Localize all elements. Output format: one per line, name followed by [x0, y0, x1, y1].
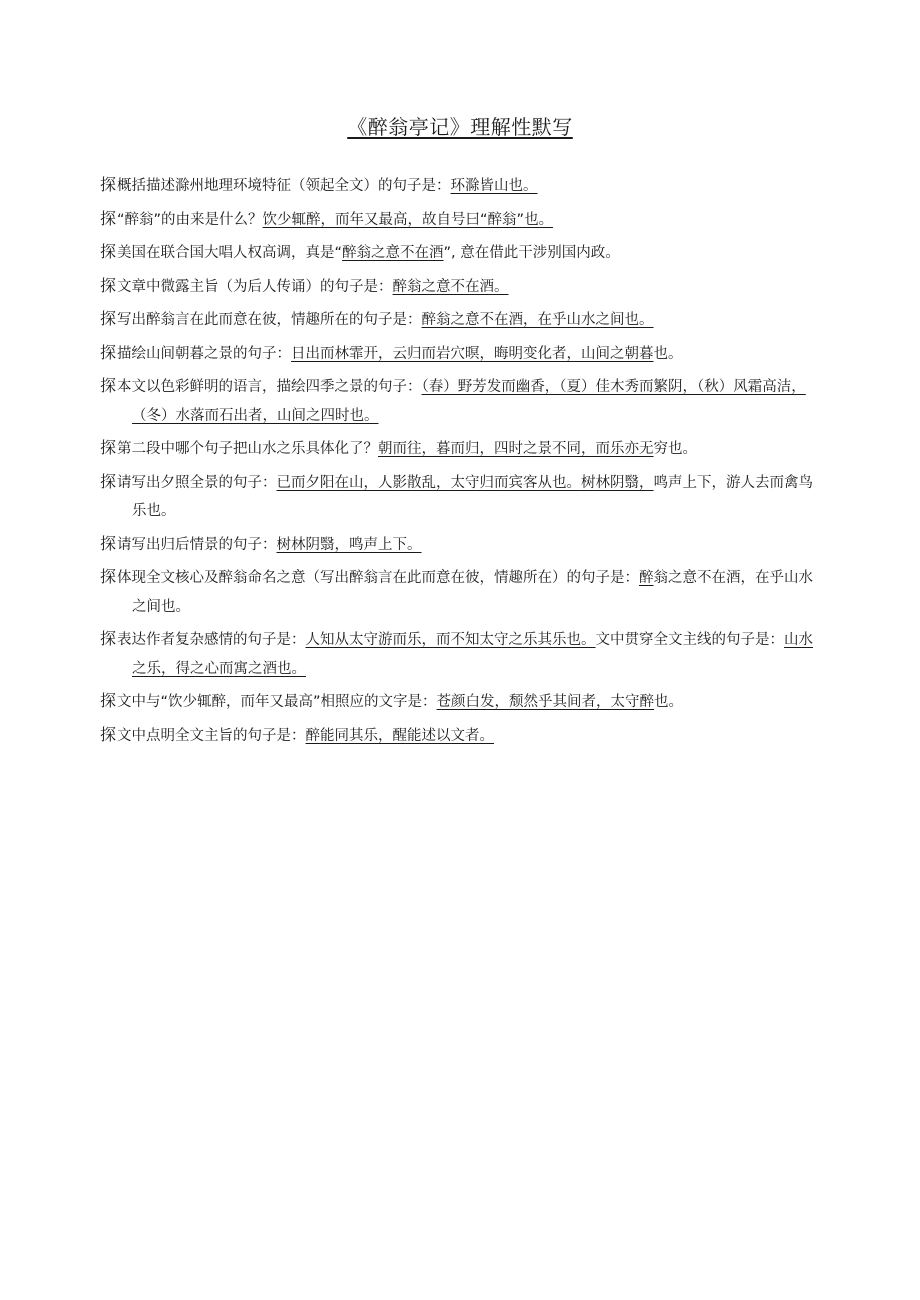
- list-item: [100, 272, 822, 302]
- list-item: [100, 563, 822, 621]
- bullet-glyph: 探: [100, 567, 117, 586]
- question-text: 美国在联合国大唱人权高调，真是“: [117, 245, 343, 261]
- list-item: [100, 205, 822, 235]
- question-text: 文中点明全文主旨的句子是：: [117, 727, 306, 744]
- trailing-text: 也。: [654, 694, 684, 710]
- bullet-glyph: 探: [100, 208, 117, 228]
- bullet-glyph: 探: [100, 724, 117, 744]
- document-title: 《醉翁亭记》理解性默写: [347, 115, 573, 139]
- trailing-text: ”, 意在借此干涉别国内政。: [443, 245, 620, 261]
- answer-text: 树林阴翳，鸣声上下。: [276, 536, 422, 553]
- trailing-text: 翁之意不在酒，在乎山水之间也。: [132, 570, 814, 615]
- list-item: [100, 721, 822, 751]
- question-text: 描绘山间朝暮之景的句子：: [117, 345, 292, 362]
- list-item: [100, 625, 822, 683]
- question-text: 第二段中哪个句子把山水之乐具体化了？: [117, 441, 379, 457]
- answer-text: 醉: [639, 570, 654, 586]
- answer-text: 醉翁之意不在酒。: [392, 278, 509, 295]
- answer-text: 醉翁之意不在酒，在乎山水之间也。: [421, 312, 654, 328]
- answer-text: 苍颜白发，颓然乎其间者，太守醉: [436, 694, 655, 710]
- trailing-text: 也。: [653, 345, 683, 362]
- bullet-glyph: 探: [100, 629, 117, 648]
- question-text: 表达作者复杂感情的句子是：: [117, 632, 306, 648]
- list-item: [100, 238, 822, 268]
- bullet-glyph: 探: [100, 242, 117, 261]
- list-item: [100, 372, 822, 430]
- question-text: 概括描述滁州地理环境特征（领起全文）的句子是：: [117, 178, 451, 194]
- question-text: 请写出夕照全景的句子：: [117, 474, 277, 491]
- list-item: [100, 171, 822, 201]
- answer-text: （春）野芳发而幽香，（夏）佳木秀而繁阴，（秋）风霜高洁，（冬）水落而石出者，山间之四时也。: [132, 379, 806, 424]
- bullet-glyph: 探: [100, 342, 117, 362]
- question-text: 本文以色彩鲜明的语言，描绘四季之景的句子：: [117, 379, 422, 395]
- bullet-glyph: 探: [100, 471, 117, 491]
- answer-text: 醉能同其乐，醒能述以文者。: [305, 727, 495, 744]
- answer-text: 朝而往，暮而归，四时之景不同，而乐亦无: [378, 441, 654, 457]
- question-text: 写出醉翁言在此而意在彼，情趣所在的句子是：: [117, 312, 422, 328]
- list-item: [100, 468, 822, 526]
- answer-text-second: 山水之乐，得之心而寓之酒也。: [132, 632, 814, 677]
- question-text: “醉翁”的由来是什么？: [117, 211, 263, 228]
- bullet-glyph: 探: [100, 691, 117, 710]
- question-text-second: 文中贯穿全文主线的句子是：: [595, 632, 785, 648]
- question-text: 请写出归后情景的句子：: [117, 536, 277, 553]
- list-item: [100, 339, 822, 369]
- answer-text: 醉翁之意不在酒: [342, 245, 444, 261]
- answer-text: 饮少辄醉，而年又最高，故自号曰“醉翁”也。: [262, 211, 554, 228]
- question-text: 文中与“饮少辄醉，而年又最高”相照应的文字是：: [117, 694, 437, 710]
- list-item: [100, 434, 822, 464]
- trailing-text: 穷也。: [653, 441, 698, 457]
- title-wrap: [0, 113, 920, 141]
- answer-text: 日出而林霏开，云归而岩穴暝，晦明变化者，山间之朝暮: [291, 345, 654, 362]
- list-item: [100, 687, 822, 717]
- answer-text: 环滁皆山也。: [450, 178, 538, 194]
- question-text: 文章中微露主旨（为后人传诵）的句子是：: [117, 278, 393, 295]
- list-item: [100, 305, 822, 335]
- list-item: [100, 530, 822, 560]
- answer-text: 人知从太守游而乐，而不知太守之乐其乐也。: [305, 632, 596, 648]
- bullet-glyph: 探: [100, 438, 117, 457]
- trailing-text: 鸣声上下，游人去而禽鸟乐也。: [132, 474, 814, 519]
- question-text: 体现全文核心及醉翁命名之意（写出醉翁言在此而意在彼，情趣所在）的句子是：: [117, 570, 640, 586]
- bullet-glyph: 探: [100, 533, 117, 553]
- bullet-glyph: 探: [100, 275, 117, 295]
- bullet-glyph: 探: [100, 376, 117, 395]
- answer-text: 已而夕阳在山，人影散乱，太守归而宾客从也。树林阴翳，: [276, 474, 654, 491]
- bullet-glyph: 探: [100, 175, 117, 194]
- bullet-glyph: 探: [100, 309, 117, 328]
- question-list: [100, 171, 822, 754]
